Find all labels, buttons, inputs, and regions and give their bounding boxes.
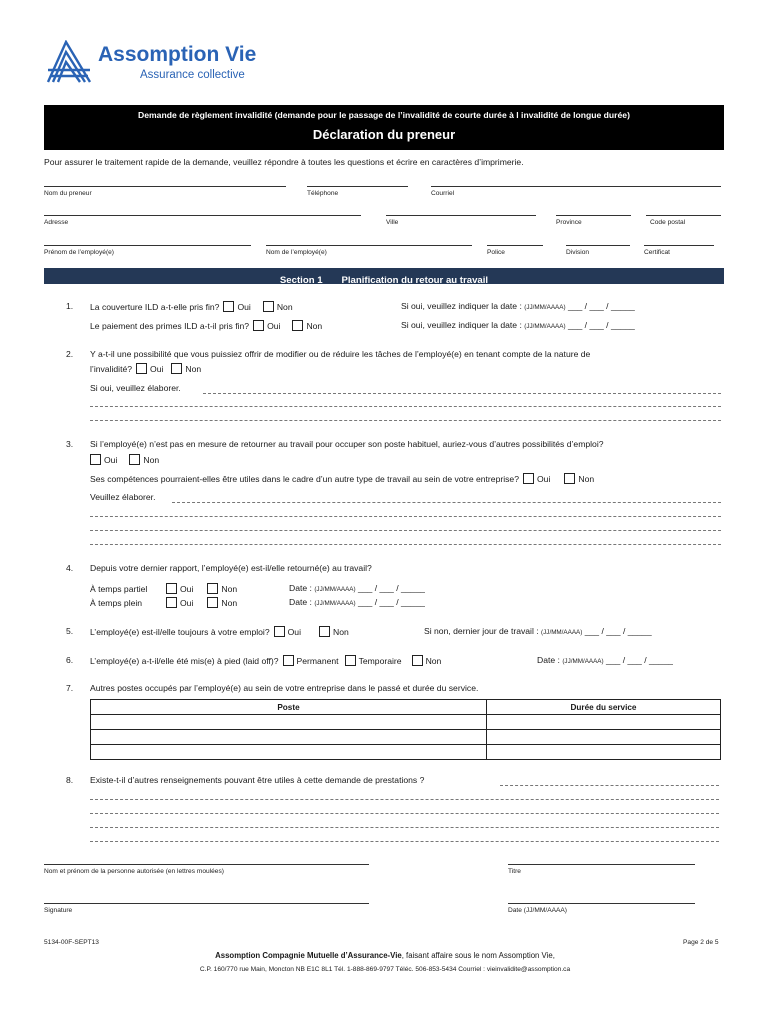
division-field[interactable] [566, 245, 630, 246]
q3-answer-line[interactable] [90, 516, 721, 517]
q8-answer-line[interactable] [90, 799, 719, 800]
q2-elaborate: Si oui, veuillez élaborer. [90, 383, 181, 393]
duree-cell[interactable] [487, 730, 721, 745]
telephone-field[interactable] [307, 186, 408, 187]
q4-plein-oui-checkbox[interactable] [166, 597, 177, 608]
q2-oui-checkbox[interactable] [136, 363, 147, 374]
prenom-employe-field[interactable] [44, 245, 251, 246]
nom-preneur-field[interactable] [44, 186, 286, 187]
q5-date-prefix: Si non, dernier jour de travail : [424, 626, 539, 636]
q1a-non-checkbox[interactable] [263, 301, 274, 312]
poste-cell[interactable] [91, 745, 487, 760]
q4-date-prefix: Date : [289, 597, 312, 607]
signature-label: Signature [44, 907, 73, 914]
nom-employe-label: Nom de l’employé(e) [266, 249, 327, 256]
courriel-label: Courriel [431, 190, 455, 197]
q4-partiel-date-field[interactable]: ___ / ___ / _____ [358, 583, 425, 593]
nom-employe-field[interactable] [266, 245, 472, 246]
q5-number: 5. [66, 626, 74, 636]
q1b-date-field[interactable]: ___ / ___ / _____ [567, 320, 635, 330]
q1-number: 1. [66, 301, 74, 311]
code-postal-label: Code postal [650, 219, 686, 226]
q4-partiel-non-label: Non [221, 584, 238, 594]
q2-answer-line[interactable] [90, 420, 721, 421]
q3-options-row [86, 454, 159, 466]
table-header-row [91, 700, 721, 715]
q1b-non-label: Non [306, 321, 323, 331]
footer-company [0, 951, 770, 960]
nom-preneur-label: Nom du preneur [44, 190, 92, 197]
q1a-date-prefix: Si oui, veuillez indiquer la date : [401, 301, 522, 311]
q3b-oui-label: Oui [536, 474, 551, 484]
police-label: Police [487, 249, 505, 256]
q4-plein-date-row [289, 597, 425, 609]
section-number: Section 1 [279, 275, 323, 286]
q3-non-label: Non [143, 455, 160, 465]
q1b-non-checkbox[interactable] [292, 320, 303, 331]
ville-field[interactable] [386, 215, 536, 216]
ville-label: Ville [386, 219, 399, 226]
table-row [91, 745, 721, 760]
q8-answer-line[interactable] [90, 827, 719, 828]
q1a-oui-label: Oui [237, 302, 251, 312]
logo [46, 40, 266, 85]
q6-non-checkbox[interactable] [412, 655, 423, 666]
table-row [91, 730, 721, 745]
q1b-date-prefix: Si oui, veuillez indiquer la date : [401, 320, 522, 330]
q3-number: 3. [66, 439, 74, 449]
brand-subtitle: Assurance collective [140, 69, 245, 81]
q8-answer-line[interactable] [90, 813, 719, 814]
q6-date-field[interactable]: ___ / ___ / _____ [606, 655, 673, 665]
q8-answer-line[interactable] [500, 785, 719, 786]
division-label: Division [566, 249, 590, 256]
q6-temporaire-label: Temporaire [358, 656, 402, 666]
q1a-non-label: Non [276, 302, 293, 312]
q4-date-format: (JJ/MM/AAAA) [314, 600, 356, 607]
q3-answer-line[interactable] [172, 502, 721, 503]
adresse-label: Adresse [44, 219, 69, 226]
titre-label: Titre [508, 868, 521, 875]
col-duree-header: Durée du service [487, 700, 721, 715]
q6-permanent-label: Permanent [296, 656, 339, 666]
q3b-non-checkbox[interactable] [564, 473, 575, 484]
signature-field[interactable] [44, 903, 369, 904]
q4-plein-date-field[interactable]: ___ / ___ / _____ [358, 597, 425, 607]
q1b-text: Le paiement des primes ILD a-t-il pris fin? [90, 321, 250, 331]
certificat-label: Certificat [644, 249, 671, 256]
q1b-oui-checkbox[interactable] [253, 320, 264, 331]
q3-oui-checkbox[interactable] [90, 454, 101, 465]
q3-line2-row [90, 473, 594, 485]
q4-partiel-oui-label: Oui [180, 584, 194, 594]
q4-date-prefix: Date : [289, 583, 312, 593]
q5-non-checkbox[interactable] [319, 626, 330, 637]
q4-plein-row [90, 597, 237, 609]
poste-cell[interactable] [91, 730, 487, 745]
q3-answer-line[interactable] [90, 530, 721, 531]
q3-answer-line[interactable] [90, 544, 721, 545]
q1b-date-row [401, 320, 635, 332]
q1a-date-row [401, 301, 635, 313]
q1a-text: La couverture ILD a-t-elle pris fin? [90, 302, 220, 312]
q6-number: 6. [66, 655, 74, 665]
page-number: Page 2 de 5 [683, 939, 719, 946]
q5-oui-checkbox[interactable] [274, 626, 285, 637]
q6-permanent-checkbox[interactable] [283, 655, 294, 666]
duree-cell[interactable] [487, 745, 721, 760]
q1b-row [90, 320, 322, 332]
q1a-date-field[interactable]: ___ / ___ / _____ [567, 301, 635, 311]
titre-field[interactable] [508, 864, 695, 865]
q8-number: 8. [66, 775, 74, 785]
q4-partiel-non-checkbox[interactable] [207, 583, 218, 594]
q5-text: L’employé(e) est-il/elle toujours à votre emploi? [90, 627, 270, 637]
logo-mark-icon [46, 40, 92, 84]
q4-plein-non-checkbox[interactable] [207, 597, 218, 608]
q6-text: L’employé(e) a-t-il/elle été mis(e) à pied (laid off)? [90, 656, 279, 666]
q2-line2-row [90, 363, 201, 375]
prenom-employe-label: Prénom de l’employé(e) [44, 249, 114, 256]
q8-answer-line[interactable] [90, 841, 719, 842]
footer-company-bold: Assomption Compagnie Mutuelle d’Assurance-Vie [215, 951, 402, 960]
q4-partiel-date-row [289, 583, 425, 595]
q6-row [90, 655, 441, 667]
q3b-oui-checkbox[interactable] [523, 473, 534, 484]
q3-line1: Si l’employé(e) n’est pas en mesure de retourner au travail pour occuper son poste habituel, auriez-vous d’autres possibilités d’emploi? [90, 439, 604, 449]
q6-temporaire-checkbox[interactable] [345, 655, 356, 666]
date-field[interactable] [508, 903, 695, 904]
date-label: Date (JJ/MM/AAAA) [508, 907, 567, 914]
q4-partiel-label: À temps partiel [90, 584, 148, 594]
q6-date-row [537, 655, 673, 667]
police-field[interactable] [487, 245, 543, 246]
q4-number: 4. [66, 563, 74, 573]
footer-address: C.P. 160/770 rue Main, Moncton NB E1C 8L1 Tél. 1-888-869-9797 Téléc. 506-853-5434 Courriel : vieinvalidite@assomption.ca [199, 966, 571, 973]
province-field[interactable] [556, 215, 631, 216]
province-label: Province [556, 219, 582, 226]
q4-partiel-oui-checkbox[interactable] [166, 583, 177, 594]
brand-name: Assomption Vie [98, 43, 257, 66]
q5-row [90, 626, 349, 638]
code-postal-field[interactable] [646, 215, 721, 216]
q5-non-label: Non [332, 627, 349, 637]
q2-answer-line[interactable] [90, 406, 721, 407]
q1a-date-format: (JJ/MM/AAAA) [524, 304, 566, 311]
q2-oui-label: Oui [150, 364, 164, 374]
q5-date-row [424, 626, 652, 638]
q2-line2: l’invalidité? [90, 364, 133, 374]
section-title: Planification du retour au travail [341, 275, 489, 286]
q6-non-label: Non [425, 656, 442, 666]
q2-answer-line[interactable] [203, 393, 721, 394]
q4-date-format: (JJ/MM/AAAA) [314, 586, 356, 593]
q2-line1: Y a-t-il une possibilité que vous puissiez offrir de modifier ou de réduire les tâches de l’employé(e) en tenant compte de la nature de [90, 349, 591, 359]
q4-plein-oui-label: Oui [180, 598, 194, 608]
q4-plein-label: À temps plein [90, 598, 143, 608]
q4-partiel-row [90, 583, 237, 595]
q6-date-format: (JJ/MM/AAAA) [562, 658, 604, 665]
q7-line1: Autres postes occupés par l’employé(e) au sein de votre entreprise dans le passé et durée du service. [90, 683, 479, 693]
footer-company-rest: , faisant affaire sous le nom Assomption Vie, [401, 951, 555, 960]
q2-number: 2. [66, 349, 74, 359]
q4-line1: Depuis votre dernier rapport, l’employé(e) est-il/elle retourné(e) au travail? [90, 563, 372, 573]
form-code: 5134-00F-SEPT13 [44, 939, 99, 946]
q3-line2: Ses compétences pourraient-elles être utiles dans le cadre d’un autre type de travail au sein de votre entreprise? [90, 474, 519, 484]
q8-line1: Existe-t-il d’autres renseignements pouvant être utiles à cette demande de prestations ? [90, 775, 425, 785]
q1a-oui-checkbox[interactable] [223, 301, 234, 312]
q2-non-checkbox[interactable] [171, 363, 182, 374]
q3-oui-label: Oui [104, 455, 118, 465]
intro-text: Pour assurer le traitement rapide de la demande, veuillez répondre à toutes les questions et écrire en caractères d’imprimerie. [44, 157, 524, 167]
q7-table [90, 699, 721, 760]
q1b-oui-label: Oui [267, 321, 281, 331]
poste-cell[interactable] [91, 715, 487, 730]
q6-date-prefix: Date : [537, 655, 560, 665]
q4-plein-non-label: Non [221, 598, 238, 608]
q5-date-format: (JJ/MM/AAAA) [541, 629, 583, 636]
adresse-field[interactable] [44, 215, 361, 216]
q7-number: 7. [66, 683, 74, 693]
nom-personne-field[interactable] [44, 864, 369, 865]
form-title: Déclaration du preneur [312, 127, 456, 142]
q1a-row [90, 301, 293, 313]
table-row [91, 715, 721, 730]
telephone-label: Téléphone [307, 190, 339, 197]
q5-oui-label: Oui [287, 627, 301, 637]
q3b-non-label: Non [578, 474, 595, 484]
title-banner [44, 105, 724, 150]
section-1-header [44, 268, 724, 284]
courriel-field[interactable] [431, 186, 721, 187]
q2-non-label: Non [185, 364, 202, 374]
q1b-date-format: (JJ/MM/AAAA) [524, 323, 566, 330]
q3-non-checkbox[interactable] [129, 454, 140, 465]
q3-elaborate: Veuillez élaborer. [90, 492, 156, 502]
duree-cell[interactable] [487, 715, 721, 730]
certificat-field[interactable] [644, 245, 714, 246]
banner-line: Demande de règlement invalidité (demande pour le passage de l’invalidité de courte durée à l invalidité de longue durée) [138, 110, 630, 120]
nom-personne-label: Nom et prénom de la personne autorisée (en lettres moulées) [44, 868, 224, 875]
q5-date-field[interactable]: ___ / ___ / _____ [584, 626, 652, 636]
col-poste-header: Poste [91, 700, 487, 715]
